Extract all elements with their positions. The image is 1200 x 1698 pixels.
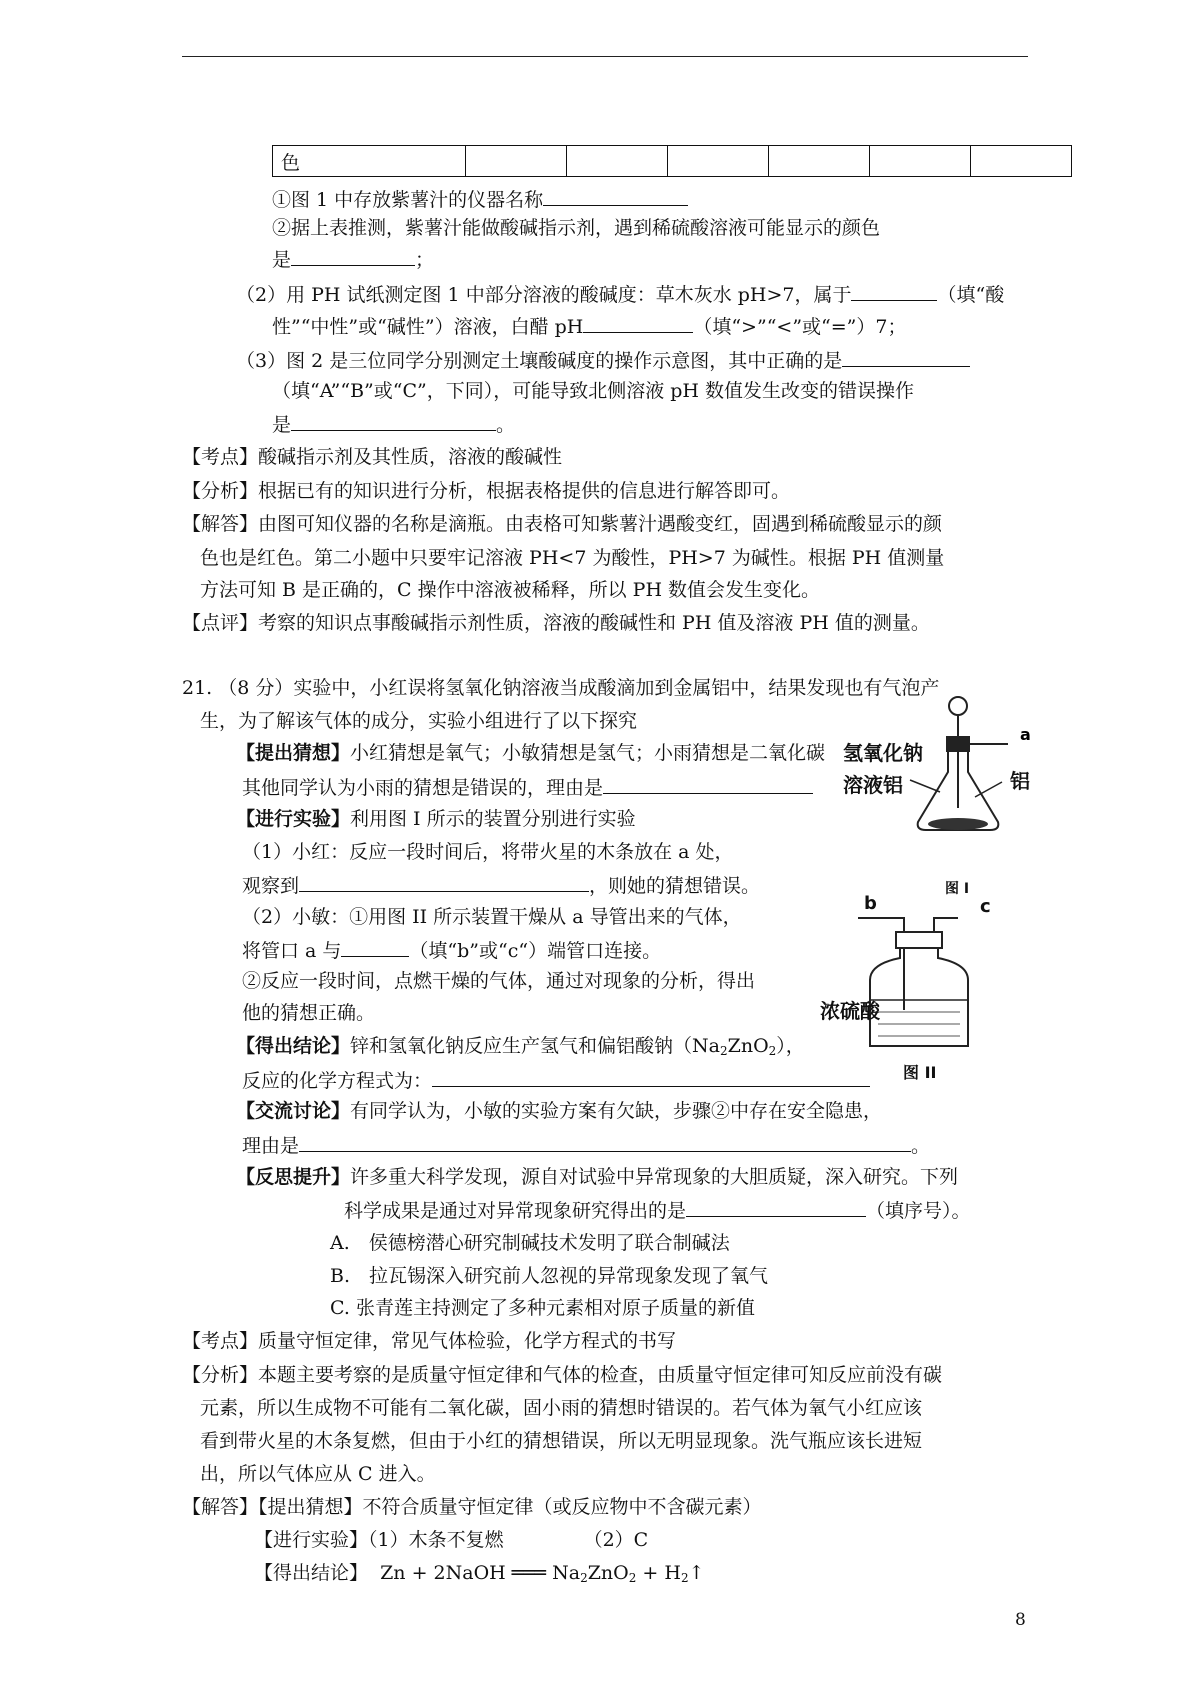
question-line: 性”“中性”或“碱性”）溶液，白醋 pH （填“>”“<”或“=”）7； xyxy=(272,316,907,338)
comment: 【点评】考察的知识点事酸碱指示剂性质，溶液的酸碱性和 PH 值及溶液 PH 值的测量。 xyxy=(182,612,930,634)
figure-1-caption: 图 I xyxy=(945,881,970,897)
question-line: （填“A”“B”或“C”，下同），可能导致北侧溶液 pH 数值发生改变的错误操作 xyxy=(272,380,915,402)
figure-2-label-acid: 浓硫酸 xyxy=(820,999,880,1023)
answer-blank[interactable] xyxy=(299,1133,911,1152)
answer-line: 【解答】【提出猜想】不符合质量守恒定律（或反应物中不含碳元素） xyxy=(182,1496,762,1518)
answer-blank[interactable] xyxy=(842,348,970,367)
question-line: 理由是 。 xyxy=(242,1135,931,1157)
answer-blank[interactable] xyxy=(851,282,937,301)
analysis: 出，所以气体应从 C 进入。 xyxy=(200,1463,436,1485)
key-point: 【考点】酸碱指示剂及其性质，溶液的酸碱性 xyxy=(182,446,563,468)
table-cell xyxy=(668,146,769,177)
figure-1-label-a: a xyxy=(1020,725,1031,744)
table-row xyxy=(273,146,1072,177)
header-rule xyxy=(182,56,1028,57)
answer-line: 方法可知 B 是正确的，C 操作中溶液被稀释，所以 PH 数值会发生变化。 xyxy=(200,579,821,601)
question-line: 【反思提升】许多重大科学发现，源自对试验中异常现象的大胆质疑，深入研究。下列 xyxy=(236,1166,959,1188)
key-point: 【考点】质量守恒定律，常见气体检验，化学方程式的书写 xyxy=(182,1330,677,1352)
answer-line: 【得出结论】 Zn + 2NaOH ═══ Na2ZnO2 + H2↑ xyxy=(254,1562,705,1585)
question-line: 其他同学认为小雨的猜想是错误的，理由是 xyxy=(242,775,813,799)
figure-2-caption: 图 II xyxy=(903,1063,937,1082)
question-line: 【交流讨论】有同学认为，小敏的实验方案有欠缺，步骤②中存在安全隐患， xyxy=(236,1100,883,1122)
answer-blank[interactable] xyxy=(583,314,693,333)
question-line: 生，为了解该气体的成分，实验小组进行了以下探究 xyxy=(200,710,638,732)
figure-1-label-solution: 溶液铝 xyxy=(843,773,903,797)
table-cell xyxy=(769,146,870,177)
figure-1-label-naoh: 氢氧化钠 xyxy=(843,741,923,765)
answer-blank[interactable] xyxy=(603,775,813,794)
question-line: ①图 1 中存放紫薯汁的仪器名称 xyxy=(272,187,688,211)
question-line: 观察到 ，则她的猜想错误。 xyxy=(242,875,761,897)
answer-blank[interactable] xyxy=(686,1198,866,1217)
question-line: 21. （8 分）实验中，小红误将氢氧化钠溶液当成酸滴加到金属铝中，结果发现也有气泡产 xyxy=(182,677,940,699)
question-line: 是 ； xyxy=(272,249,435,271)
table-cell-label: 色 xyxy=(273,146,466,177)
question-line: 他的猜想正确。 xyxy=(242,1002,376,1024)
color-table xyxy=(272,145,1072,177)
answer-blank[interactable] xyxy=(432,1068,870,1087)
table-cell xyxy=(466,146,567,177)
question-line: 【进行实验】利用图 I 所示的装置分别进行实验 xyxy=(236,808,636,830)
question-line: ②反应一段时间，点燃干燥的气体，通过对现象的分析，得出 xyxy=(242,970,756,992)
answer-blank[interactable] xyxy=(291,412,496,431)
question-line: 科学成果是通过对异常现象研究得出的是 （填序号）。 xyxy=(344,1200,971,1222)
question-line: （1）小红：反应一段时间后，将带火星的木条放在 a 处， xyxy=(242,841,734,863)
figure-1-label-al: 铝 xyxy=(1010,769,1030,793)
answer-blank[interactable] xyxy=(299,873,589,892)
question-line: 【提出猜想】小红猜想是氧气；小敏猜想是氢气；小雨猜想是二氧化碳 xyxy=(236,742,826,764)
question-line: （3）图 2 是三位同学分别测定土壤酸碱度的操作示意图，其中正确的是 xyxy=(236,348,970,372)
question-line: （2）用 PH 试纸测定图 1 中部分溶液的酸碱度：草木灰水 pH>7，属于 （填“酸 xyxy=(236,284,1005,306)
analysis: 【分析】本题主要考察的是质量守恒定律和气体的检查，由质量守恒定律可知反应前没有碳 xyxy=(182,1364,943,1386)
answer-blank[interactable] xyxy=(291,247,415,266)
answer-blank[interactable] xyxy=(341,938,409,957)
option-c: C. 张青莲主持测定了多种元素相对原子质量的新值 xyxy=(330,1297,755,1319)
analysis: 元素，所以生成物不可能有二氧化碳，固小雨的猜想时错误的。若气体为氧气小红应该 xyxy=(200,1397,923,1419)
analysis: 【分析】根据已有的知识进行分析，根据表格提供的信息进行解答即可。 xyxy=(182,480,791,502)
figure-1-flask xyxy=(840,692,1040,842)
question-line: （2）小敏：①用图 II 所示装置干燥从 a 导管出来的气体， xyxy=(242,906,742,928)
option-b: B. 拉瓦锡深入研究前人忽视的异常现象发现了氧气 xyxy=(330,1265,769,1287)
table-cell xyxy=(971,146,1072,177)
figure-2-label-c: c xyxy=(980,896,991,917)
question-line: 反应的化学方程式为： xyxy=(242,1068,870,1092)
answer-blank[interactable] xyxy=(543,187,688,206)
question-line: 是 。 xyxy=(272,414,516,436)
table-cell xyxy=(870,146,971,177)
answer-line: 【进行实验】（1）木条不复燃 （2）C xyxy=(254,1529,649,1551)
answer-line: 【解答】由图可知仪器的名称是滴瓶。由表格可知紫薯汁遇酸变红，固遇到稀硫酸显示的颜 xyxy=(182,513,943,535)
question-line: 将管口 a 与 （填“b”或“c“）端管口连接。 xyxy=(242,940,662,962)
page-number: 8 xyxy=(1015,1610,1026,1630)
table-cell xyxy=(567,146,668,177)
answer-line: 色也是红色。第二小题中只要牢记溶液 PH<7 为酸性，PH>7 为碱性。根据 PH 值测量 xyxy=(200,547,945,569)
analysis: 看到带火星的木条复燃，但由于小红的猜想错误，所以无明显现象。洗气瓶应该长进短 xyxy=(200,1430,923,1452)
question-line: ②据上表推测，紫薯汁能做酸碱指示剂，遇到稀硫酸溶液可能显示的颜色 xyxy=(272,217,881,239)
option-a: A. 侯德榜潜心研究制碱技术发明了联合制碱法 xyxy=(330,1232,730,1254)
question-line: 【得出结论】锌和氢氧化钠反应生产氢气和偏铝酸钠（Na2ZnO2）， xyxy=(236,1035,805,1058)
figure-2-bottle xyxy=(858,900,1018,1060)
figure-2-label-b: b xyxy=(864,893,877,914)
